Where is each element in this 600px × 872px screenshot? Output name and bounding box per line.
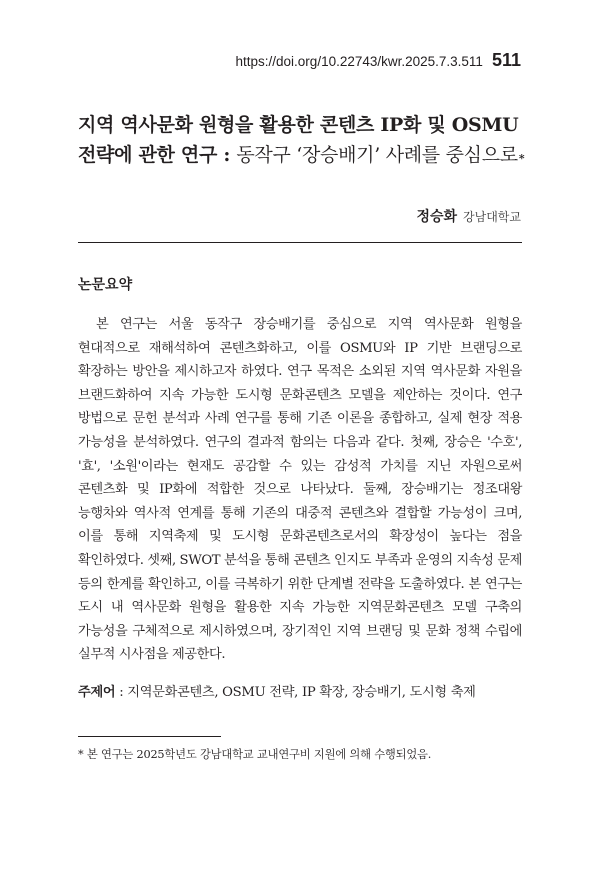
title-line-2-main: 전략에 관한 연구 :	[78, 144, 237, 166]
title-line-2	[78, 140, 538, 170]
abstract-body: 본 연구는 서울 동작구 장승배기를 중심으로 지역 역사문화 원형을 현대적으로 재해석하여 콘텐츠화하고, 이를 OSMU와 IP 기반 브랜딩으로 확장하는 방안을 제시하고자 하였다. 연구 목적은 소외된 지역 역사문화 자원을 브랜드화하여 지속 가능한 도시형 문화콘텐츠 모델을 제안하는 것이다. 연구 방법으로 문헌 분석과 사례 연구를 통해 기존 이론을 종합하고, 실제 현장 적용 가능성을 분석하였다. 연구의 결과적 함의는 다음과 같다. 첫째, 장승은 '수호', '효', '소원'이라는 현재도 공감할 수 있는 감성적 가치를 지닌 자원으로써 콘텐츠화 및 IP화에 적합한 것으로 나타났다. 둘째, 장승배기는 정조대왕 능행차와 역사적 연계를 통해 기존의 대중적 콘텐츠와 결합할 가능성이 크며, 이를 통해 지역축제 및 도시형 문화콘텐츠로서의 확장성이 높다는 점을 확인하였다. 셋째, SWOT 분석을 통해 콘텐츠 인지도 부족과 운영의 지속성 문제 등의 한계를 확인하고, 이를 극복하기 위한 단계별 전략을 도출하였다. 본 연구는 도시 내 역사문화 원형을 활용한 지속 가능한 지역문화콘텐츠 모델 구축의 가능성을 구체적으로 제시하였으며, 장기적인 지역 브랜딩 및 문화 정책 수립에 실무적 시사점을 제공한다.	[78, 317, 522, 663]
keywords-separator: :	[115, 685, 128, 700]
author-name: 정승화	[416, 209, 458, 225]
author-affiliation: 강남대학교	[463, 210, 521, 224]
author-block	[416, 206, 521, 226]
title-line-1: 지역 역사문화 원형을 활용한 콘텐츠 IP화 및 OSMU	[78, 114, 519, 136]
keywords-label: 주제어	[78, 685, 116, 700]
header-divider	[78, 242, 522, 243]
footnote-text: * 본 연구는 2025학년도 강남대학교 교내연구비 지원에 의해 수행되었음.	[78, 748, 432, 761]
page-header	[236, 50, 521, 71]
paper-title	[78, 110, 538, 170]
keywords-line	[78, 681, 522, 700]
title-footnote-mark[interactable]: *	[518, 152, 525, 165]
footnote-divider	[78, 736, 221, 737]
keywords-text: 지역문화콘텐츠, OSMU 전략, IP 확장, 장승배기, 도시형 축제	[127, 685, 476, 700]
page-number: 511	[491, 50, 521, 70]
doi-link[interactable]: https://doi.org/10.22743/kwr.2025.7.3.511	[235, 54, 483, 69]
title-subtitle: 동작구 ‘장승배기’ 사례를 중심으로	[236, 144, 518, 166]
abstract-heading: 논문요약	[78, 277, 133, 293]
